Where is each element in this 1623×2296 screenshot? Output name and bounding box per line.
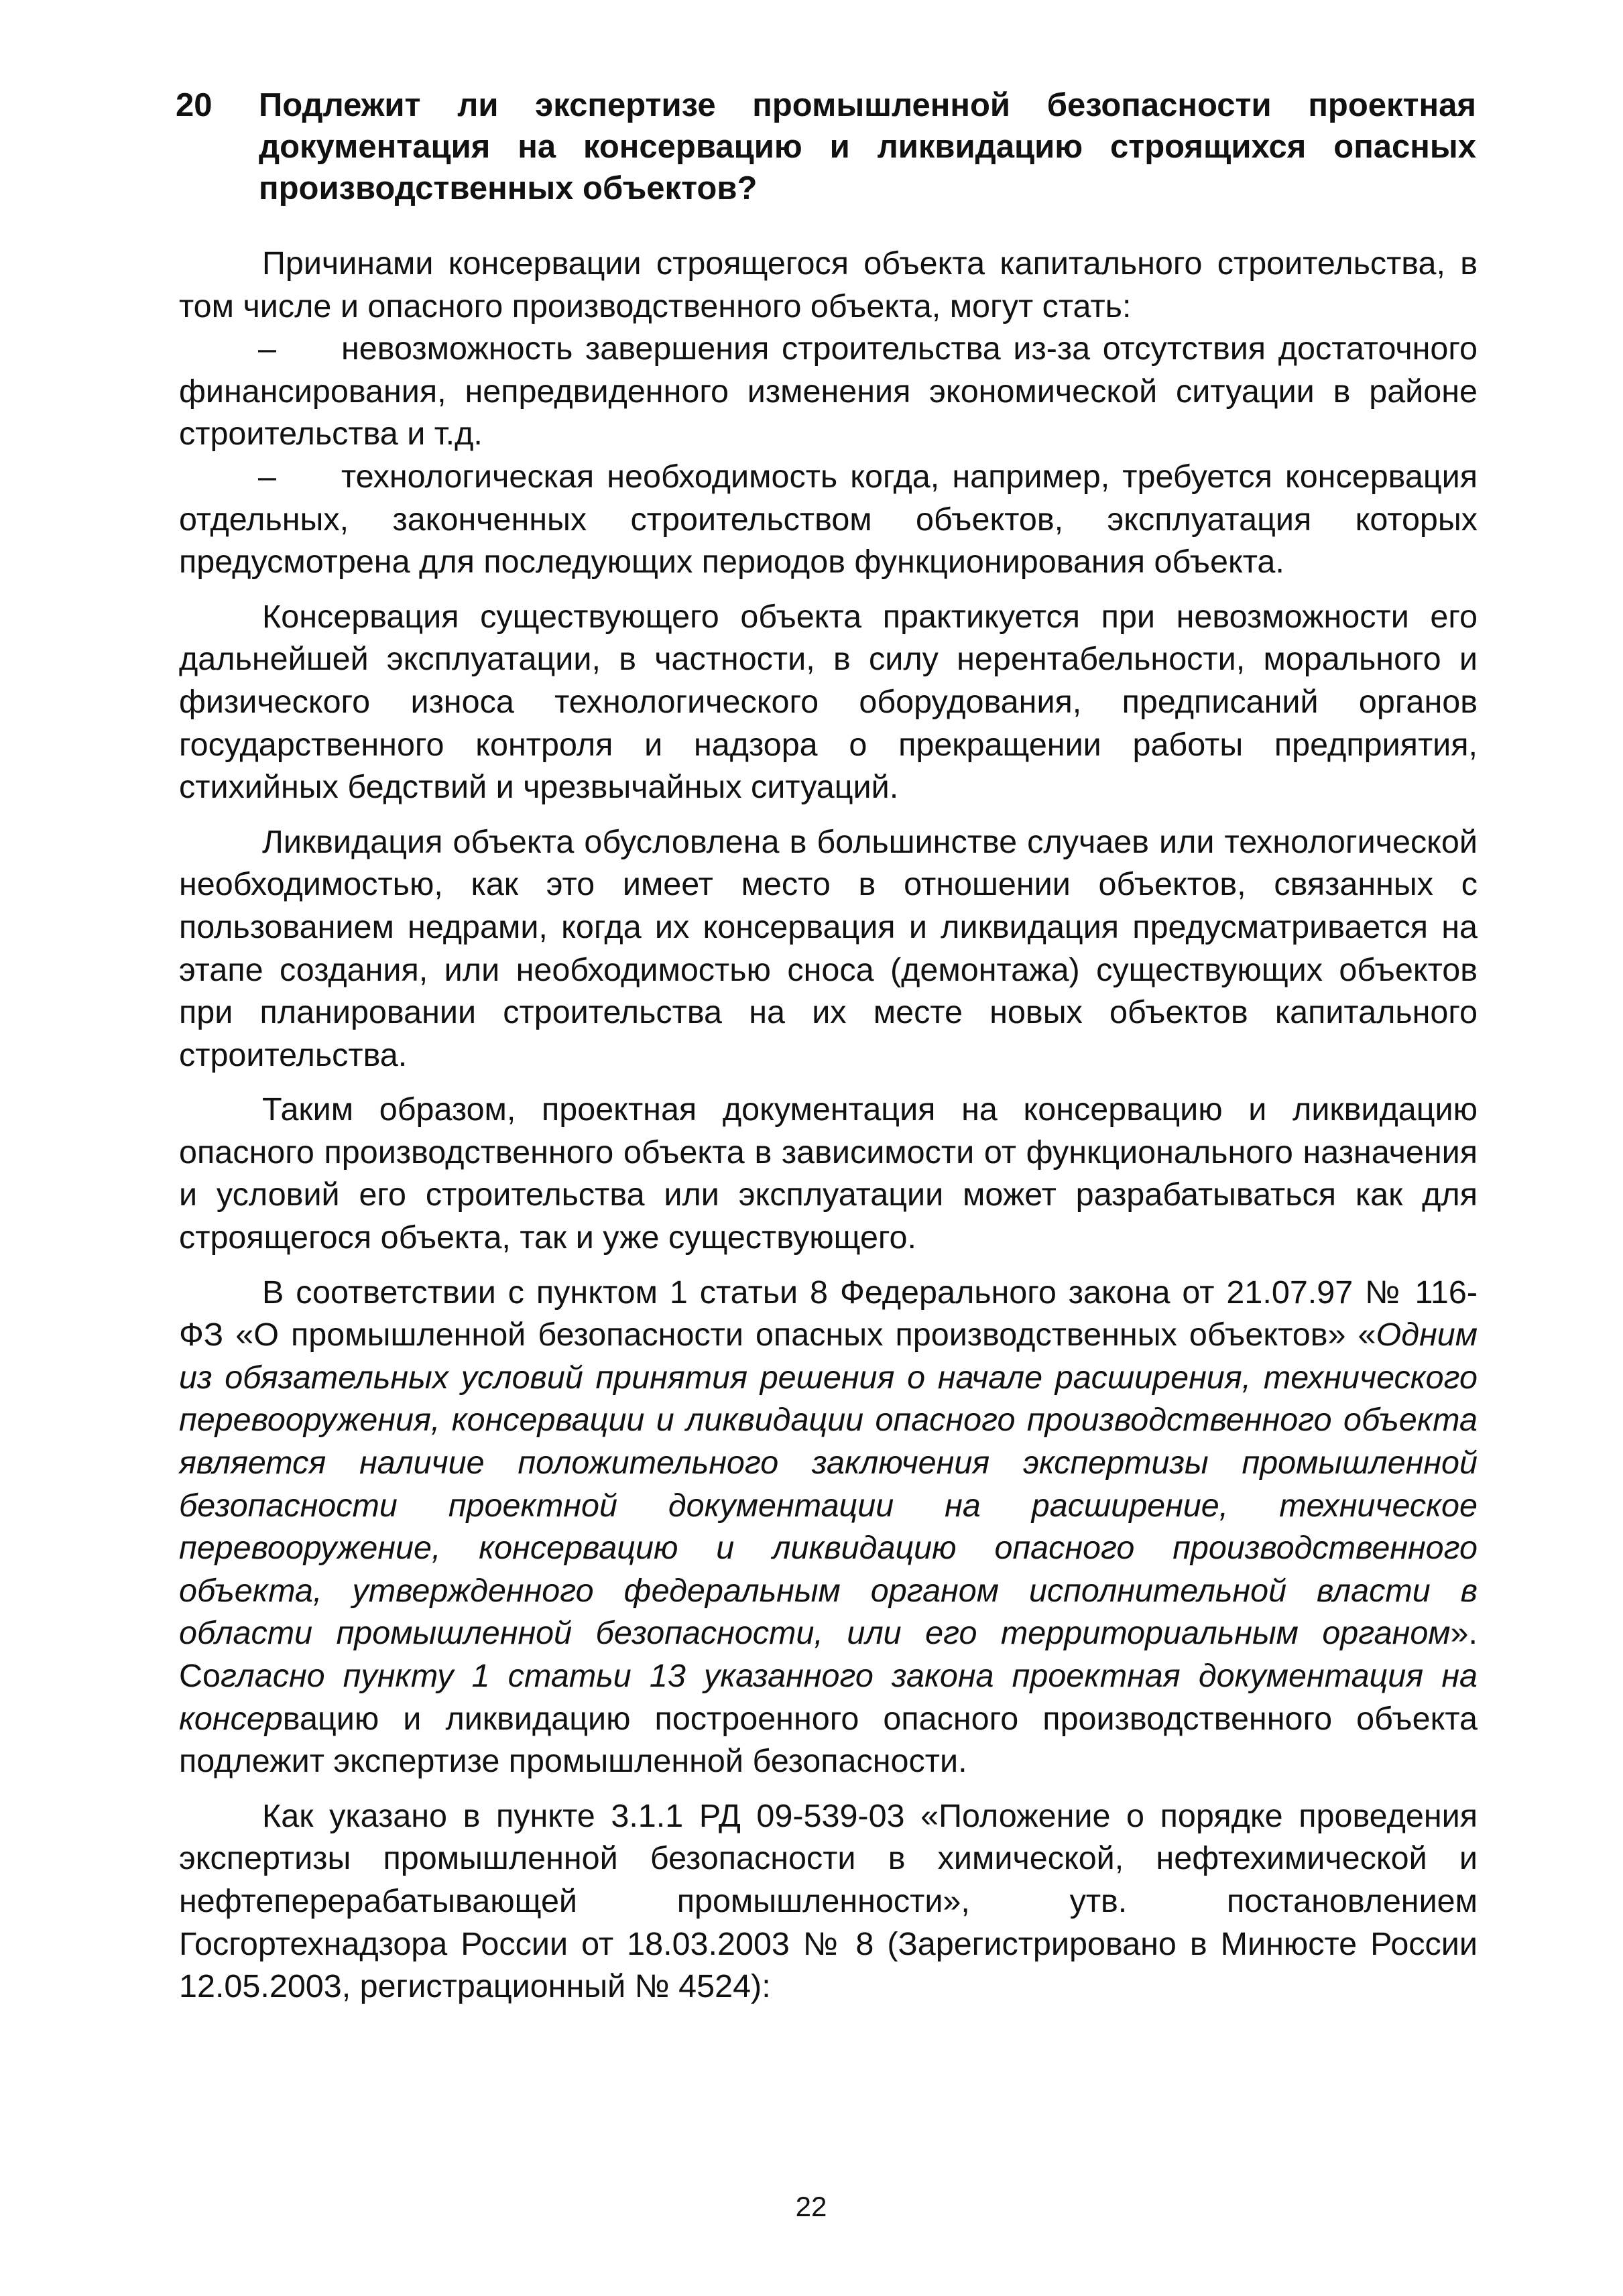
list-item-1-text: невозможность завершения строительства из-за отсутствия достаточного финансирования, непредвиденного изменения экономической ситуации в районе строительства и т.д.: [179, 330, 1478, 452]
paragraph-conservation-existing: Консервация существующего объекта практикуется при невозможности его дальнейшей эксплуатации, в частности, в силу нерентабельности, морального и физического износа технологического оборудования, предписаний органов государственного контроля и надзора о прекращении работы предприятия, стихийных бедствий и чрезвычайных ситуаций.: [179, 598, 1478, 806]
law-article-13: гласно пункту 1 статьи 13 указанного закона проектная документация на консер: [179, 1658, 1478, 1737]
paragraph-causes-intro: Причинами консервации строящегося объекта капитального строительства, в том числе и опасного производственного объекта, могут стать:: [179, 245, 1478, 324]
law-quote: Одним из обязательных условий принятия решения о начале расширения, технического перевооружения, консервации и ликвидации опасного производственного объекта является наличие положительного заключения экспертизы промышленной безопасности проектной документации на расширение, техническое перевооружение, консервацию и ликвидацию опасного производственного объекта, утвержденного федеральным органом исполнительной власти в области промышленной безопасности, или его территориальным органом: [179, 1317, 1478, 1652]
paragraph-law-reference: [179, 1272, 1478, 1783]
section-number: 20: [176, 87, 213, 123]
list-item-2: [179, 456, 1478, 584]
law-quote-end: ». Со: [179, 1615, 1478, 1694]
section-heading: [176, 84, 1476, 209]
section-title: Подлежит ли экспертизе промышленной безопасности проектная документация на консервацию и ликвидацию строящихся опасных производственных объектов?: [259, 87, 1476, 206]
list-item-1: [179, 328, 1478, 456]
dash-marker: –: [258, 330, 276, 367]
dash-marker: –: [258, 458, 276, 495]
law-intro: В соответствии с пунктом 1 статьи 8 Федерального закона от 21.07.97 № 116-ФЗ «О промышленной безопасности опасных производственных объектов» «: [179, 1274, 1478, 1353]
paragraph-conclusion: Таким образом, проектная документация на консервацию и ликвидацию опасного производственного объекта в зависимости от функционального назначения и условий его строительства или эксплуатации может разрабатываться как для строящегося объекта, так и уже существующего.: [179, 1091, 1478, 1256]
page-number: 22: [795, 2191, 827, 2222]
law-rest: вацию и ликвидацию построенного опасного производственного объекта подлежит экспертизе промышленной безопасности.: [179, 1700, 1478, 1780]
document-body: [179, 243, 1478, 2020]
list-item-2-text: технологическая необходимость когда, например, требуется консервация отдельных, законченных строительством объектов, эксплуатация которых предусмотрена для последующих периодов функционирования объекта.: [179, 458, 1478, 581]
paragraph-liquidation: Ликвидация объекта обусловлена в большинстве случаев или технологической необходимостью, как это имеет место в отношении объектов, связанных с пользованием недрами, когда их консервация и ликвидация предусматривается на этапе создания, или необходимостью сноса (демонтажа) существующих объектов при планировании строительства на их месте новых объектов капитального строительства.: [179, 823, 1478, 1073]
paragraph-rd-reference: Как указано в пункте 3.1.1 РД 09-539-03 «Положение о порядке проведения экспертизы промышленной безопасности в химической, нефтехимической и нефтеперерабатывающей промышленности», утв. постановлением Госгортехнадзора России от 18.03.2003 № 8 (Зарегистрировано в Минюсте России 12.05.2003, регистрационный № 4524):: [179, 1797, 1478, 2005]
